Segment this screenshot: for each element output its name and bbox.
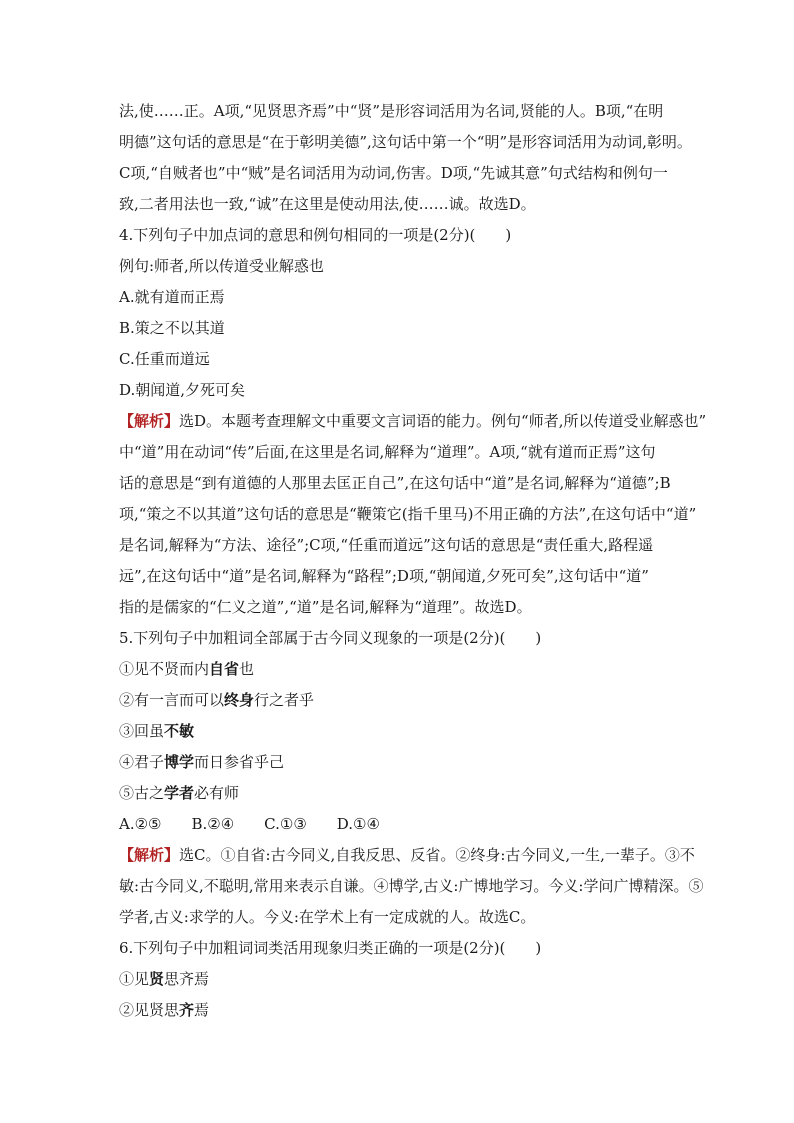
sentence-text: ③回虽 — [119, 722, 165, 740]
text-line — [119, 685, 679, 716]
text-line — [119, 778, 679, 809]
text-line — [119, 654, 679, 685]
text-line: 话的意思是“到有道德的人那里去匡正自己”,在这句话中“道”是名词,解释为“道德”;B — [119, 474, 671, 492]
text-line: A.就有道而正焉 — [119, 288, 225, 306]
text-line: 例句:师者,所以传道受业解惑也 — [119, 257, 324, 275]
bold-word: 学者 — [164, 784, 195, 802]
sentence-text: 行之者乎 — [254, 691, 315, 709]
bold-word: 齐 — [179, 1001, 195, 1019]
sentence-text: 也 — [239, 660, 255, 678]
text-line: 敏:古今同义,不聪明,常用来表示自谦。④博学,古义:广博地学习。今义:学问广博精深。⑤ — [119, 877, 704, 895]
text-line: D.朝闻道,夕死可矣 — [119, 381, 246, 399]
text-line: C项,“自贼者也”中“贼”是名词活用为动词,伤害。D项,“先诚其意”句式结构和例句一 — [119, 164, 668, 182]
text-line: 6.下列句子中加粗词词类活用现象归类正确的一项是(2分)( ) — [119, 939, 542, 957]
text-line: 远”,在这句话中“道”是名词,解释为“路程”;D项,“朝闻道,夕死可矣”,这句话中“道” — [119, 567, 649, 585]
bold-word: 不敏 — [164, 722, 195, 740]
sentence-text: 必有师 — [194, 784, 240, 802]
text-line — [119, 747, 679, 778]
text-line: 致,二者用法也一致,“诚”在这里是使动用法,使……诚。故选D。 — [119, 195, 536, 213]
text-line — [119, 406, 707, 437]
bold-word: 自省 — [209, 660, 240, 678]
analysis-tag: 【解析】 — [119, 412, 180, 430]
sentence-text: ⑤古之 — [119, 784, 165, 802]
text-line: 4.下列句子中加点词的意思和例句相同的一项是(2分)( ) — [119, 226, 512, 244]
sentence-text: ②见贤思 — [119, 1001, 180, 1019]
bold-word: 终身 — [224, 691, 255, 709]
analysis-text: 选D。本题考查理解文中重要文言词语的能力。例句“师者,所以传道受业解惑也” — [179, 412, 707, 430]
sentence-text: 思齐焉 — [164, 970, 210, 988]
text-line: 法,使……正。A项,“见贤思齐焉”中“贤”是形容词活用为名词,贤能的人。B项,“在明 — [119, 102, 664, 120]
sentence-text: ④君子 — [119, 753, 165, 771]
text-line: 学者,古义:求学的人。今义:在学术上有一定成就的人。故选C。 — [119, 908, 536, 926]
text-line — [119, 964, 679, 995]
text-line: 指的是儒家的“仁义之道”,“道”是名词,解释为“道理”。故选D。 — [119, 598, 532, 616]
text-line: 项,“策之不以其道”这句话的意思是“鞭策它(指千里马)不用正确的方法”,在这句话中“道” — [119, 505, 697, 523]
bold-word: 贤 — [149, 970, 165, 988]
analysis-tag: 【解析】 — [119, 846, 180, 864]
text-line: 明德”这句话的意思是“在于彰明美德”,这句话中第一个“明”是形容词活用为动词,彰明。 — [119, 133, 692, 151]
sentence-text: ②有一言而可以 — [119, 691, 225, 709]
bold-word: 博学 — [164, 753, 195, 771]
text-line — [119, 840, 695, 871]
text-line: 中“道”用在动词“传”后面,在这里是名词,解释为“道理”。A项,“就有道而正焉”这句 — [119, 443, 656, 461]
sentence-text: ①见不贤而内 — [119, 660, 210, 678]
sentence-text: 而日参省乎己 — [194, 753, 285, 771]
text-line: 5.下列句子中加粗词全部属于古今同义现象的一项是(2分)( ) — [119, 629, 542, 647]
text-line — [119, 716, 679, 747]
sentence-text: 焉 — [194, 1001, 210, 1019]
sentence-text: ①见 — [119, 970, 150, 988]
text-line: B.策之不以其道 — [119, 319, 225, 337]
document-body — [119, 96, 707, 1026]
text-line: 是名词,解释为“方法、途径”;C项,“任重而道远”这句话的意思是“责任重大,路程遥 — [119, 536, 654, 554]
text-line: C.任重而道远 — [119, 350, 210, 368]
text-line — [119, 995, 679, 1026]
text-line: A.②⑤ B.②④ C.①③ D.①④ — [119, 815, 380, 833]
analysis-text: 选C。①自省:古今同义,自我反思、反省。②终身:古今同义,一生,一辈子。③不 — [179, 846, 695, 864]
